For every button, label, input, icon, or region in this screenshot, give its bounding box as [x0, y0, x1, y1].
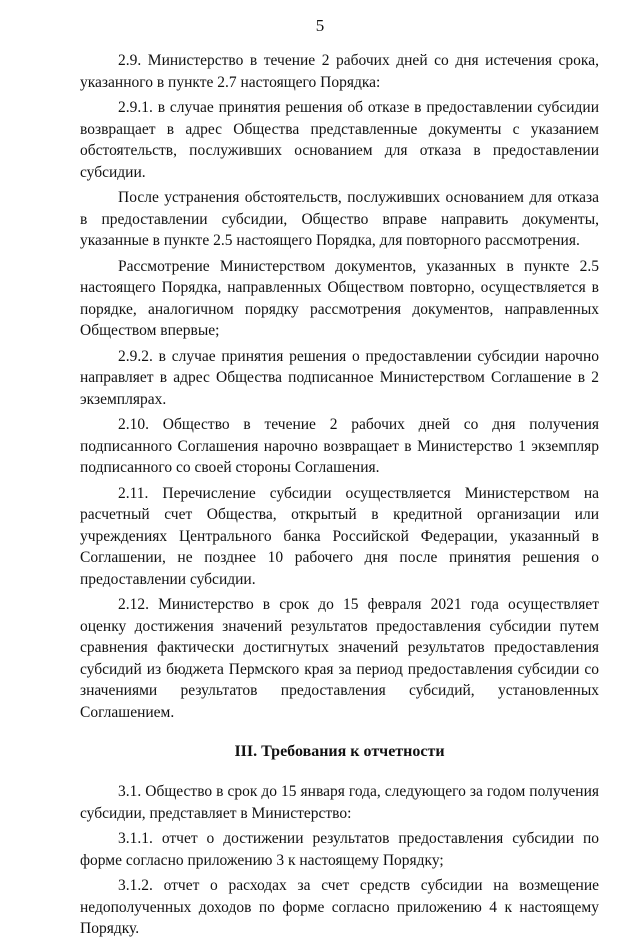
paragraph-2-9-1: 2.9.1. в случае принятия решения об отказе в предоставлении субсидии возвращает в адрес Общества представленные документы с указанием обстоятельств, послуживших основанием для отказа в предоставлении субсидии.	[80, 99, 599, 181]
paragraph-repeat-review: Рассмотрение Министерством документов, указанных в пункте 2.5 настоящего Порядка, направленных Обществом повторно, осуществляется в порядке, аналогичном порядку рассмотрения документов, направленных Обществом впервые;	[80, 257, 599, 339]
paragraph-2-9-2: 2.9.2. в случае принятия решения о предоставлении субсидии нарочно направляет в адрес Общества подписанное Министерством Соглашение в 2 экземплярах.	[80, 347, 599, 408]
paragraph-2-11: 2.11. Перечисление субсидии осуществляется Министерством на расчетный счет Общества, открытый в кредитной организации или учреждениях Центрального банка Российской Федерации, указанный в Соглашении, не позднее 10 рабочего дня после принятия решения о предоставлении субсидии.	[80, 484, 599, 588]
paragraph-resubmission: После устранения обстоятельств, послуживших основанием для отказа в предоставлении субсидии, Общество вправе направить документы, указанные в пункте 2.5 настоящего Порядка, для повторного рассмотрения.	[80, 189, 599, 249]
paragraph-3-1-1: 3.1.1. отчет о достижении результатов предоставления субсидии по форме согласно приложению 3 к настоящему Порядку;	[80, 830, 599, 869]
section-heading: III. Требования к отчетности	[234, 743, 445, 760]
paragraph-2-10: 2.10. Общество в течение 2 рабочих дней со дня получения подписанного Соглашения нарочно возвращает в Министерство 1 экземпляр подписанного со своей стороны Соглашения.	[80, 416, 599, 476]
paragraph-3-1-2: 3.1.2. отчет о расходах за счет средств субсидии на возмещение недополученных доходов по форме согласно приложению 4 к настоящему Порядку.	[80, 877, 599, 937]
paragraph-2-12: 2.12. Министерство в срок до 15 февраля 2021 года осуществляет оценку достижения значений результатов предоставления субсидии путем сравнения фактически достигнутых значений результатов предоставления субсидий из бюджета Пермского края за период предоставления субсидии со значениями результатов предоставления субсидий, установленных Соглашением.	[80, 596, 599, 721]
paragraph-2-9: 2.9. Министерство в течение 2 рабочих дней со дня истечения срока, указанного в пункте 2.7 настоящего Порядка:	[80, 52, 599, 91]
document-body	[80, 50, 599, 944]
page-number: 5	[315, 16, 325, 35]
paragraph-3-1: 3.1. Общество в срок до 15 января года, следующего за годом получения субсидии, представляет в Министерство:	[80, 783, 599, 822]
